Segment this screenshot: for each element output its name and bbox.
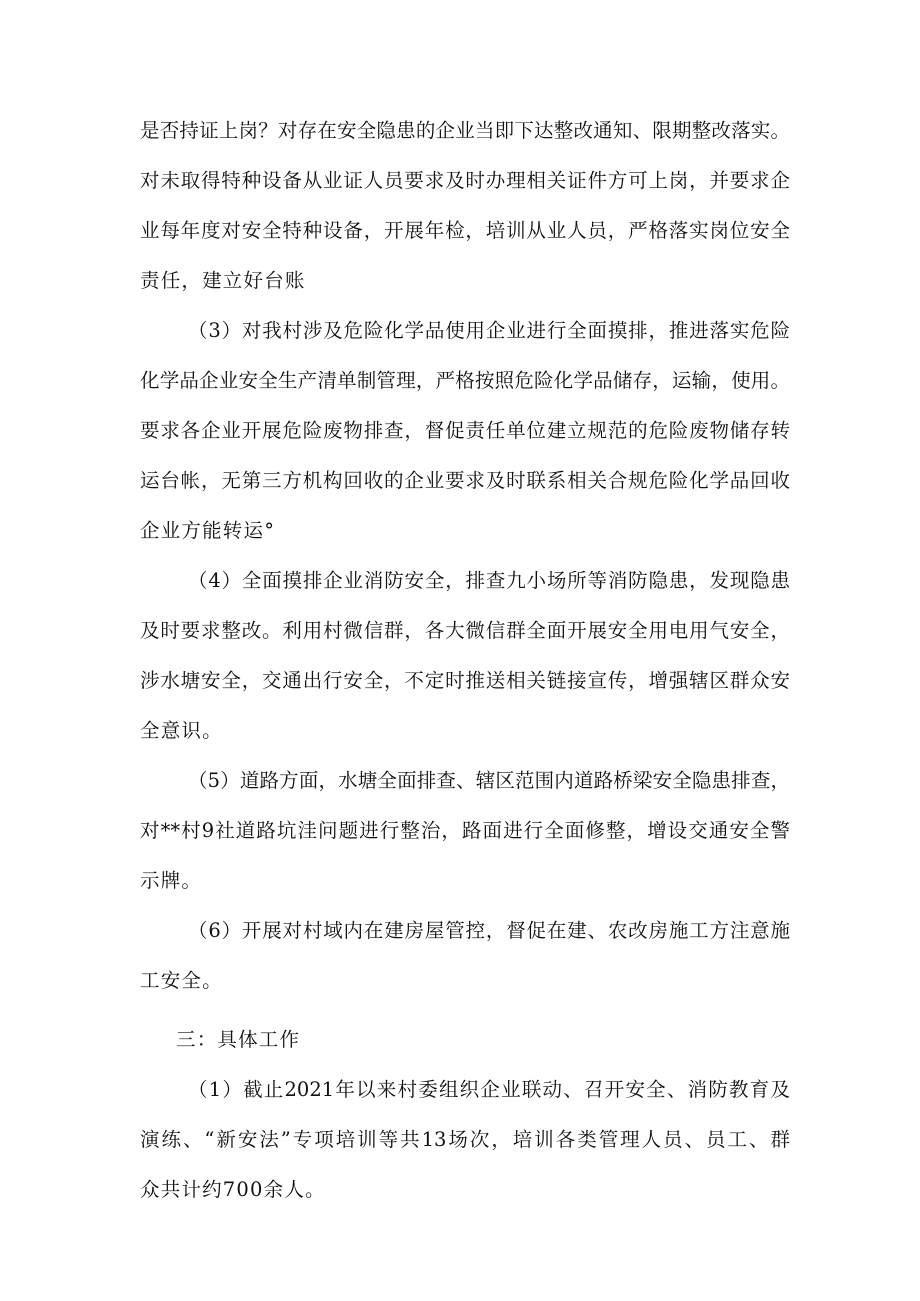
text-line: 演练、“新安法”专项培训等共13场次，培训各类管理人员、员工、群	[140, 1128, 790, 1151]
text-line: 要求各企业开展危险废物排查，督促责任单位建立规范的危险废物储存转	[140, 419, 790, 442]
text-line: 是否持证上岗？对存在安全隐患的企业当即下达整改通知、限期整改落实。	[140, 119, 790, 142]
paragraph-6-start: （6）开展对村域内在建房屋管控，督促在建、农改房施工方注意施	[188, 919, 790, 942]
text-line: 业每年度对安全特种设备，开展年检，培训从业人员，严格落实岗位安全	[140, 219, 790, 242]
text-line: 化学品企业安全生产清单制管理，严格按照危险化学品储存，运输，使用。	[140, 369, 790, 392]
paragraph-3-start: （3）对我村涉及危险化学品使用企业进行全面摸排，推进落实危险	[188, 319, 790, 342]
text-line: 及时要求整改。利用村微信群，各大微信群全面开展安全用电用气安全，	[140, 619, 790, 642]
text-line: 对未取得特种设备从业证人员要求及时办理相关证件方可上岗，并要求企	[140, 169, 790, 192]
text-line: 责任，建立好台账	[140, 269, 306, 292]
text-line: 众共计约700余人。	[140, 1178, 326, 1201]
text-line: 示牌。	[140, 869, 203, 892]
text-line: 对**村9社道路坑洼问题进行整治，路面进行全面修整，增设交通安全警	[140, 819, 790, 842]
text-line: 全意识。	[140, 719, 223, 742]
text-line: 工安全。	[140, 969, 223, 992]
section-heading: 三：具体工作	[176, 1028, 301, 1051]
text-line: 运台帐，无第三方机构回收的企业要求及时联系相关合规危险化学品回收	[140, 469, 790, 492]
paragraph-5-start: （5）道路方面，水塘全面排查、辖区范围内道路桥梁安全隐患排查，	[188, 769, 790, 792]
paragraph-4-start: （4）全面摸排企业消防安全，排查九小场所等消防隐患，发现隐患	[188, 569, 790, 592]
text-line: 涉水塘安全，交通出行安全，不定时推送相关链接宣传，增强辖区群众安	[140, 669, 790, 692]
text-line: 企业方能转运°	[140, 519, 276, 542]
work-item-1-start: （1）截止2021年以来村委组织企业联动、召开安全、消防教育及	[188, 1078, 790, 1101]
